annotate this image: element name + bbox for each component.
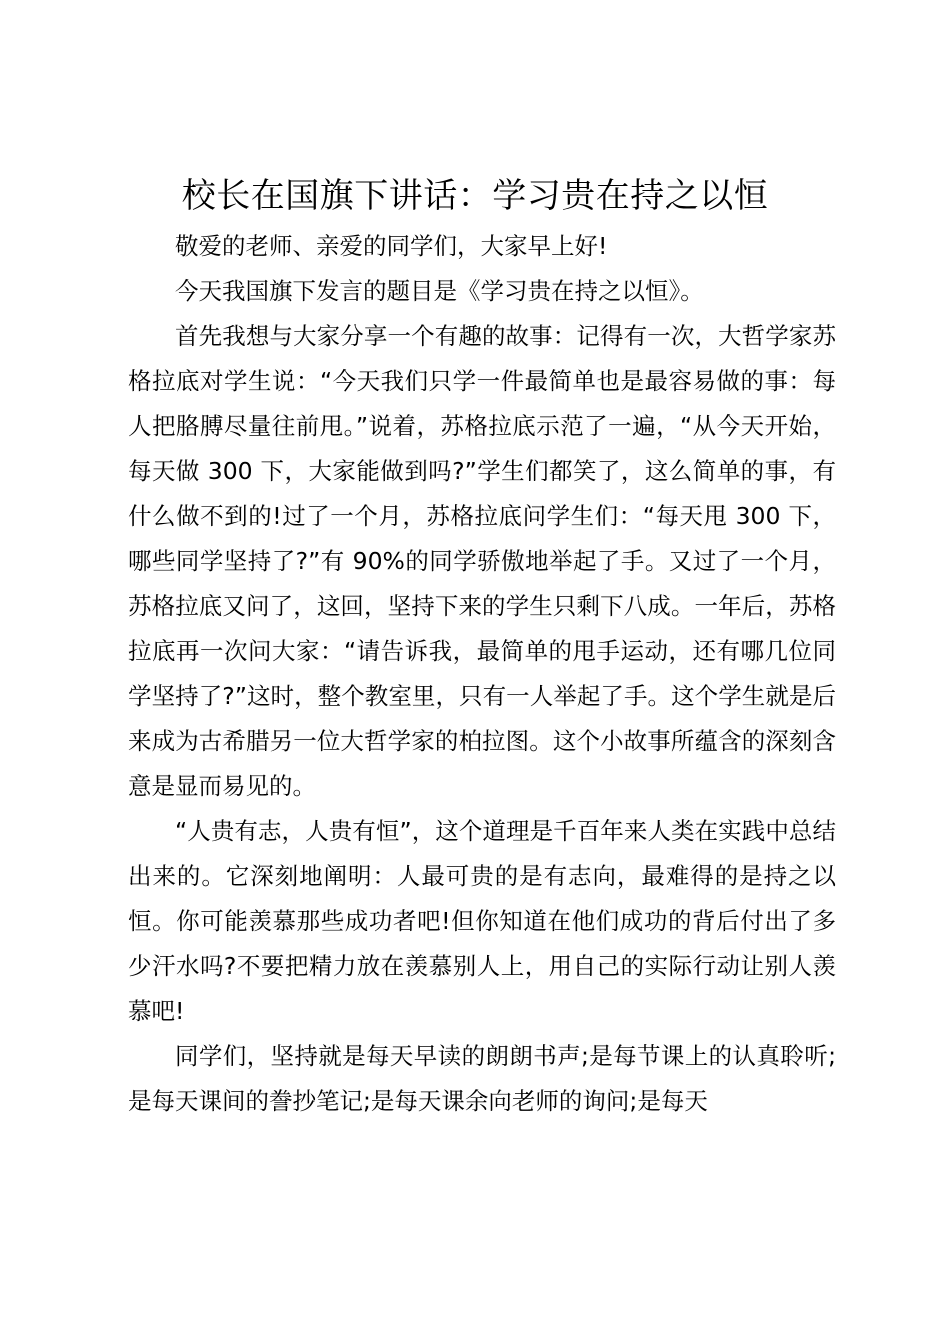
paragraph-perseverance: “人贵有志，人贵有恒”，这个道理是千百年来人类在实践中总结出来的。它深刻地阐明：人最可贵的是有志向，最难得的是持之以恒。你可能羡慕那些成功者吧!但你知道在他们成功的背后付出了多少汗水吗?不要把精力放在羡慕别人上，用自己的实际行动让别人羡慕吧! (128, 817, 836, 1025)
paragraph-topic: 今天我国旗下发言的题目是《学习贵在持之以恒》。 (175, 277, 704, 305)
paragraph-persistence-examples: 同学们，坚持就是每天早读的朗朗书声;是每节课上的认真聆听;是每天课间的誊抄笔记;是每天课余向老师的询问;是每天 (128, 1042, 836, 1115)
paragraph-story: 首先我想与大家分享一个有趣的故事：记得有一次，大哲学家苏格拉底对学生说：“今天我们只学一件最简单也是最容易做的事：每人把胳膊尽量往前甩。”说着，苏格拉底示范了一遍，“从今天开始，每天做 300 下，大家能做到吗?”学生们都笑了，这么简单的事，有什么做不到的!过了一个月，苏格拉底问学生们：“每天甩 300 下，哪些同学坚持了?”有 90%的同学骄傲地举起了手。又过了一个月，苏格拉底又问了，这回，坚持下来的学生只剩下八成。一年后，苏格拉底再一次问大家：“请告诉我，最简单的甩手运动，还有哪几位同学坚持了?”这时，整个教室里，只有一人举起了手。这个学生就是后来成为古希腊另一位大哲学家的柏拉图。这个小故事所蕴含的深刻含意是显而易见的。 (128, 322, 836, 800)
paragraph-greeting: 敬爱的老师、亲爱的同学们，大家早上好! (175, 232, 608, 260)
document-body (128, 224, 836, 1124)
document-title: 校长在国旗下讲话：学习贵在持之以恒 (181, 176, 769, 216)
